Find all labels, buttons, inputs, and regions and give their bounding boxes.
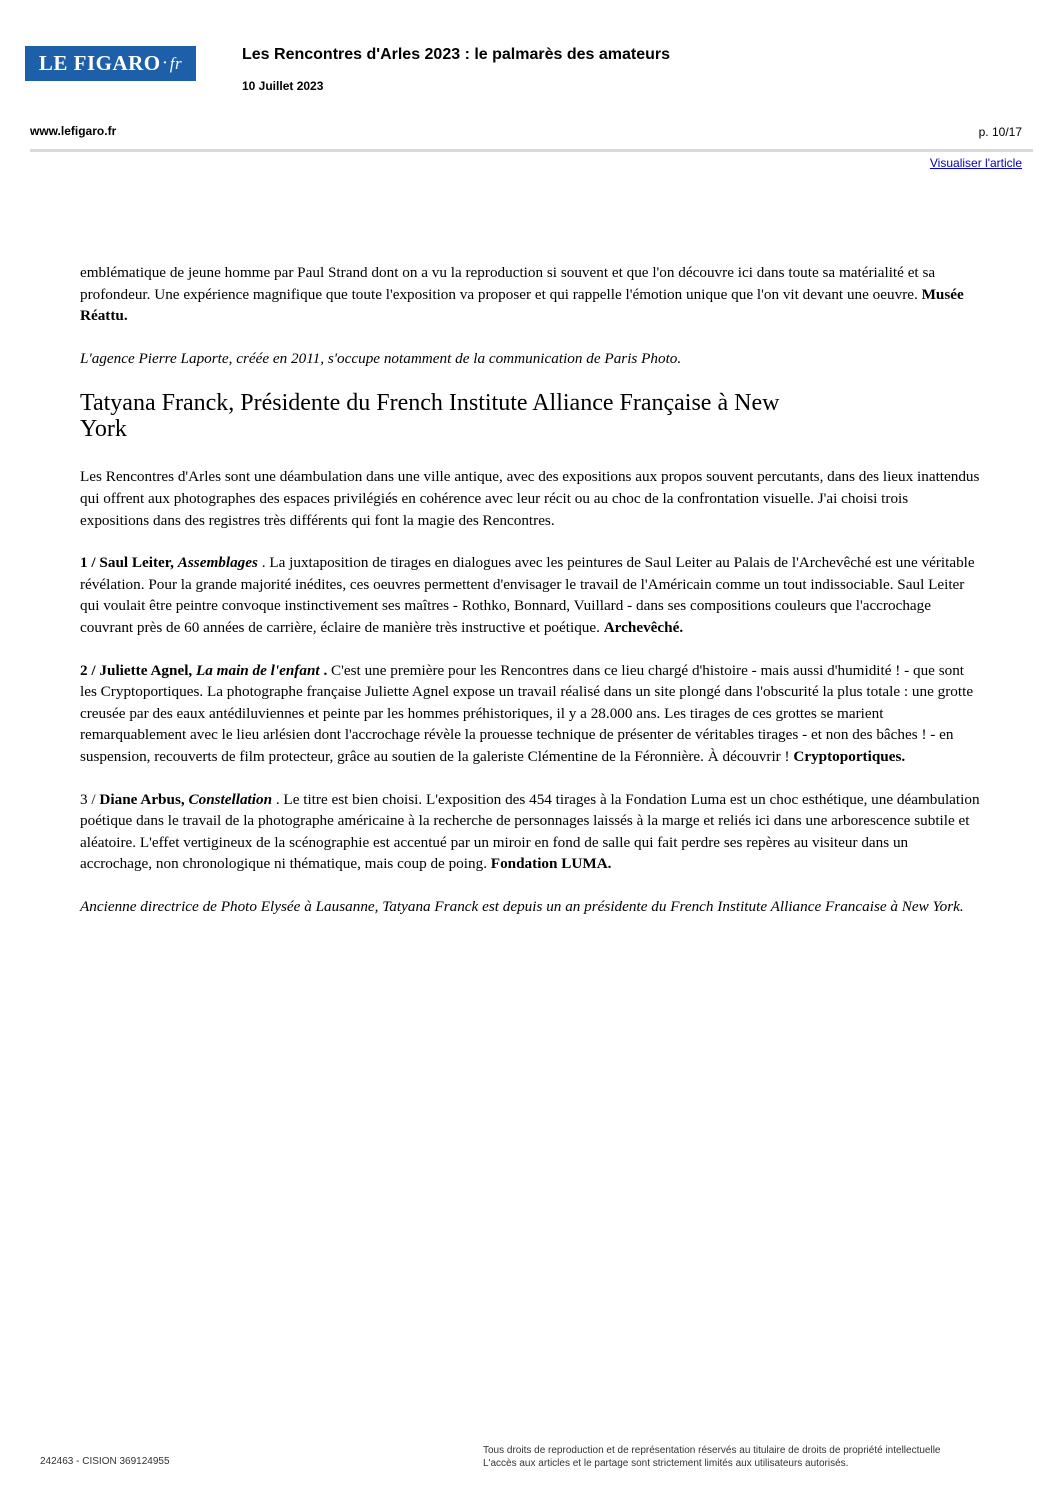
publication-date: 10 Juillet 2023: [242, 79, 324, 93]
exhibition-title: La main de l'enfant: [196, 661, 320, 679]
article-body: [80, 262, 980, 938]
exhibition-item-3: [80, 789, 980, 875]
cision-reference: 242463 - CISION 369124955: [40, 1456, 170, 1467]
author-note-franck: Ancienne directrice de Photo Elysée à Lausanne, Tatyana Franck est depuis un an présidente du French Institute Alliance Francaise à New York.: [80, 897, 964, 915]
venue-name: Musée Réattu.: [80, 285, 964, 325]
rights-line-1: Tous droits de reproduction et de représentation réservés au titulaire de droits de propriété intellectuelle: [483, 1445, 941, 1456]
author-note-laporte: L'agence Pierre Laporte, créée en 2011, s'occupe notamment de la communication de Paris Photo.: [80, 349, 682, 367]
item-number: 3 /: [80, 790, 100, 808]
exhibition-item-2: [80, 660, 980, 768]
view-article-link[interactable]: Visualiser l'article: [929, 156, 1022, 170]
item-text: . La juxtaposition de tirages en dialogues avec les peintures de Saul Leiter au Palais de l'Archevêché est une véritable révélation. Pour la grande majorité inédites, ces oeuvres permettent d'envisager le travail de l'Américain comme un tout indissociable. Saul Leiter qui voulait être peintre convoque instinctivement ses maîtres - Rothko, Bonnard, Vuillard - dans ses compositions couleurs que l'accrochage couvrant près de 60 années de carrière, éclaire de manière très instructive et poétique.: [80, 554, 975, 636]
rights-line-2: L'accès aux articles et le partage sont strictement limités aux utilisateurs autorisés.: [483, 1458, 849, 1469]
paragraph-text: emblématique de jeune homme par Paul Strand dont on a vu la reproduction si souvent et que l'on découvre ici dans toute sa matérialité et sa profondeur. Une expérience magnifique que toute l'exposition va proposer et qui rappelle l'émotion unique que l'on vit devant une oeuvre.: [80, 264, 936, 303]
logo-dot: ·: [162, 55, 168, 71]
venue-name: Archevêché.: [603, 618, 684, 636]
header-divider: [30, 149, 1033, 152]
venue-name: Cryptoportiques.: [793, 747, 906, 765]
logo-fr-text: fr: [169, 53, 183, 73]
rights-notice: [483, 1444, 941, 1470]
exhibition-item-1: [80, 552, 980, 638]
document-title: Les Rencontres d'Arles 2023 : le palmarès des amateurs: [242, 46, 671, 63]
logo-main-text: LE FIGARO: [38, 51, 161, 75]
item-lead: Diane Arbus,: [99, 790, 189, 808]
paragraph-strand: [80, 262, 980, 327]
exhibition-title: Constellation: [188, 790, 273, 808]
venue-name: Fondation LUMA.: [490, 855, 612, 873]
item-text: . Le titre est bien choisi. L'exposition des 454 tirages à la Fondation Luma est un choc esthétique, une déambulation poétique dans le travail de la photographe américaine à la recherche de personnages laissés à la marge et reliés ici dans une arborescence subtile et aléatoire. L'effet vertigineux de la scénographie est accentué par un miroir en fond de salle qui fait perdre ses repères au visiteur dans un accrochage, non chronologique ni thématique, mais coup de poing.: [80, 790, 980, 873]
section-intro: Les Rencontres d'Arles sont une déambulation dans une ville antique, avec des expositions aux propos souvent percutants, dans des lieux inattendus qui offrent aux photographes des espaces privilégiés en cohérence avec leur récit ou au choc de la confrontation visuelle. J'ai choisi trois expositions dans des registres très différents qui font la magie des Rencontres.: [80, 468, 980, 529]
item-lead: 1 / Saul Leiter,: [80, 554, 178, 572]
exhibition-title: Assemblages: [177, 554, 258, 572]
section-heading: Tatyana Franck, Présidente du French Institute Alliance Française à New York: [80, 390, 780, 443]
item-separator: .: [319, 661, 332, 679]
item-text: C'est une première pour les Rencontres dans ce lieu chargé d'histoire - mais aussi d'humidité ! - que sont les Cryptoportiques. La photographe française Juliette Agnel expose un travail réalisé dans un site plongé dans l'obscurité la plus totale : une grotte creusée par des eaux antédiluviennes et peinte par les hommes préhistoriques, il y a 28.000 ans. Les tirages de ces grottes se marient remarquablement avec le lieu arlésien dont l'accrochage révèle la prouesse technique de présenter de véritables tirages - et non des bâches ! - en suspension, recouverts de film protecteur, grâce au soutien de la galeriste Clémentine de la Féronnière. À découvrir !: [80, 661, 974, 765]
page-number: p. 10/17: [978, 125, 1022, 139]
le-figaro-logo: [25, 46, 196, 81]
item-lead: 2 / Juliette Agnel,: [80, 661, 197, 679]
source-site: www.lefigaro.fr: [30, 124, 117, 138]
